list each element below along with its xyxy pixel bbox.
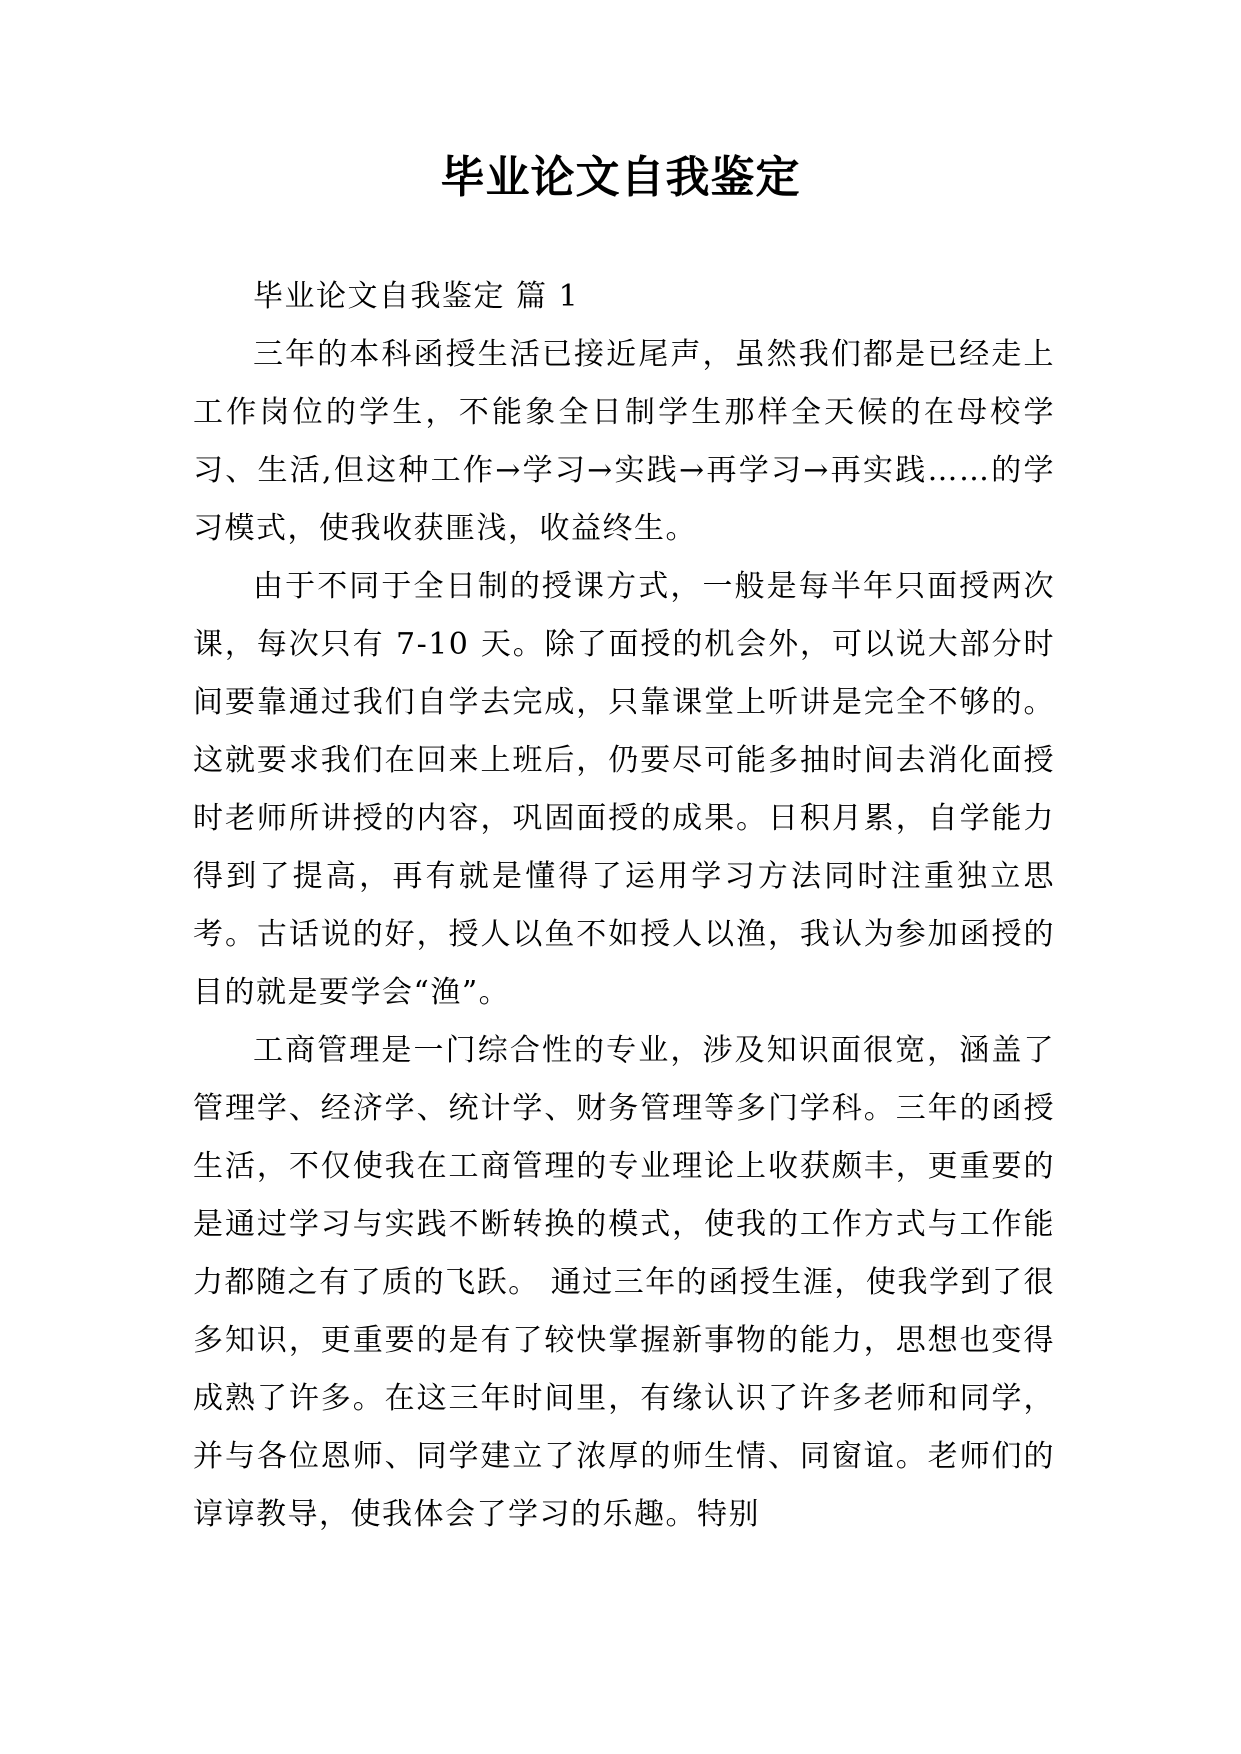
paragraph: 工商管理是一门综合性的专业，涉及知识面很宽，涵盖了管理学、经济学、统计学、财务管理等多门学科。三年的函授生活，不仅使我在工商管理的专业理论上收获颇丰，更重要的是通过学习与实践不断转换的模式，使我的工作方式与工作能力都随之有了质的飞跃。 通过三年的函授生涯，使我学到了很多知识，更重要的是有了较快掌握新事物的能力，思想也变得成熟了许多。在这三年时间里，有缘认识了许多老师和同学，并与各位恩师、同学建立了浓厚的师生情、同窗谊。老师们的谆谆教导，使我体会了学习的乐趣。特别 — [193, 1033, 1055, 1532]
section-heading: 毕业论文自我鉴定 篇 1 — [253, 279, 580, 314]
paragraph: 三年的本科函授生活已接近尾声，虽然我们都是已经走上工作岗位的学生，不能象全日制学生那样全天候的在母校学习、生活,但这种工作→学习→实践→再学习→再实践……的学习模式，使我收获匪浅，收益终生。 — [193, 337, 1055, 546]
document-title: 毕业论文自我鉴定 — [440, 152, 801, 203]
paragraph: 由于不同于全日制的授课方式，一般是每半年只面授两次课，每次只有 7-10 天。除了面授的机会外，可以说大部分时间要靠通过我们自学去完成，只靠课堂上听讲是完全不够的。这就要求我们在回来上班后，仍要尽可能多抽时间去消化面授时老师所讲授的内容，巩固面授的成果。日积月累，自学能力得到了提高，再有就是懂得了运用学习方法同时注重独立思考。古话说的好，授人以鱼不如授人以渔，我认为参加函授的目的就是要学会“渔”。 — [193, 569, 1055, 1010]
document-body — [193, 268, 1055, 1544]
